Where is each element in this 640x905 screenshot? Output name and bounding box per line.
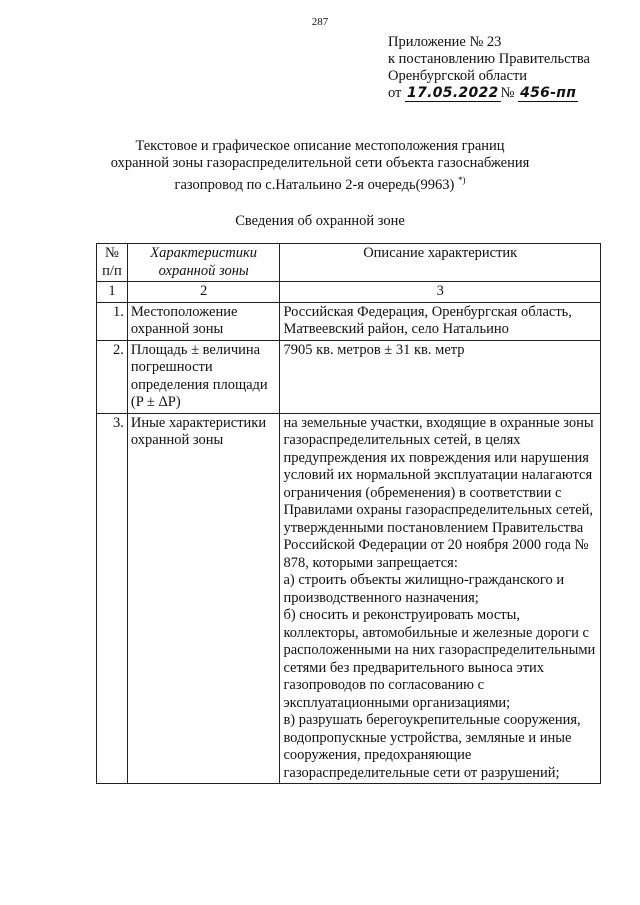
appendix-line2: к постановлению Правительства xyxy=(388,51,590,67)
row-desc xyxy=(280,413,601,784)
appendix-block xyxy=(388,34,590,102)
handwritten-date: 17.05.2022 xyxy=(407,85,499,101)
row-name: Иные характеристики охранной зоны xyxy=(127,413,280,784)
header-num: № п/п xyxy=(97,244,128,282)
numbering-1: 1 xyxy=(97,282,128,303)
date-prefix: от xyxy=(388,85,402,101)
table-row xyxy=(97,413,601,784)
desc-paragraph: а) строить объекты жилищно-гражданского и производственного назначения; xyxy=(283,572,565,606)
row-name: Площадь ± величина погрешности определения площади (P ± ΔP) xyxy=(127,340,280,413)
appendix-line3: Оренбургской области xyxy=(388,68,528,84)
title-line2: охранной зоны газораспределительной сети объекта газоснабжения xyxy=(110,155,530,171)
header-characteristics: Характеристики охранной зоны xyxy=(127,244,280,282)
numbering-2: 2 xyxy=(127,282,280,303)
row-desc xyxy=(280,302,601,340)
table-row xyxy=(97,340,601,413)
numbering-3: 3 xyxy=(280,282,601,303)
appendix-date-line xyxy=(388,85,590,102)
desc-paragraph: в) разрушать берегоукрепительные сооружения, водопропускные устройства, земляные и иные сооружения, предохраняющие газораспределительные сети от разрушений; xyxy=(283,712,581,781)
number-prefix: № xyxy=(500,85,515,101)
row-num: 1. xyxy=(97,302,128,340)
title-line3-wrap xyxy=(80,172,560,194)
desc-paragraph: 7905 кв. метров ± 31 кв. метр xyxy=(283,341,465,358)
title-line1: Текстовое и графическое описание местоположения границ xyxy=(135,138,505,154)
appendix-line1: Приложение № 23 xyxy=(388,34,502,50)
row-num: 2. xyxy=(97,340,128,413)
document-title xyxy=(80,138,560,194)
title-line3: газопровод по с.Натальино 2-я очередь(9963) xyxy=(174,176,455,193)
section-subtitle: Сведения об охранной зоне xyxy=(235,213,405,229)
footnote-mark: *) xyxy=(457,175,466,185)
row-num: 3. xyxy=(97,413,128,784)
desc-paragraph: Российская Федерация, Оренбургская область, Матвеевский район, село Натальино xyxy=(283,303,572,337)
handwritten-number: 456-пп xyxy=(520,85,577,101)
header-description: Описание характеристик xyxy=(280,244,601,282)
desc-paragraph: б) сносить и реконструировать мосты, коллекторы, автомобильные и железные дороги с расположенными на них газораспределительными сетями без предварительного выноса этих газопроводов по согласованию с эксплуатационными организациями; xyxy=(283,607,596,711)
row-name: Местоположение охранной зоны xyxy=(127,302,280,340)
desc-paragraph: на земельные участки, входящие в охранные зоны газораспределительных сетей, в целях предупреждения их повреждения или нарушения условий их нормальной эксплуатации налагаются ограничения (обременения) в соответствии с Правилами охраны газораспределительных сетей, утвержденными постановлением Правительства Российской Федерации от 20 ноября 2000 года № 878, которыми запрещается: xyxy=(283,414,594,571)
table-row xyxy=(97,302,601,340)
row-desc xyxy=(280,340,601,413)
page-number: 287 xyxy=(311,16,329,28)
table-numbering-row xyxy=(97,282,601,303)
zone-table xyxy=(96,243,601,784)
table-header-row xyxy=(97,244,601,282)
